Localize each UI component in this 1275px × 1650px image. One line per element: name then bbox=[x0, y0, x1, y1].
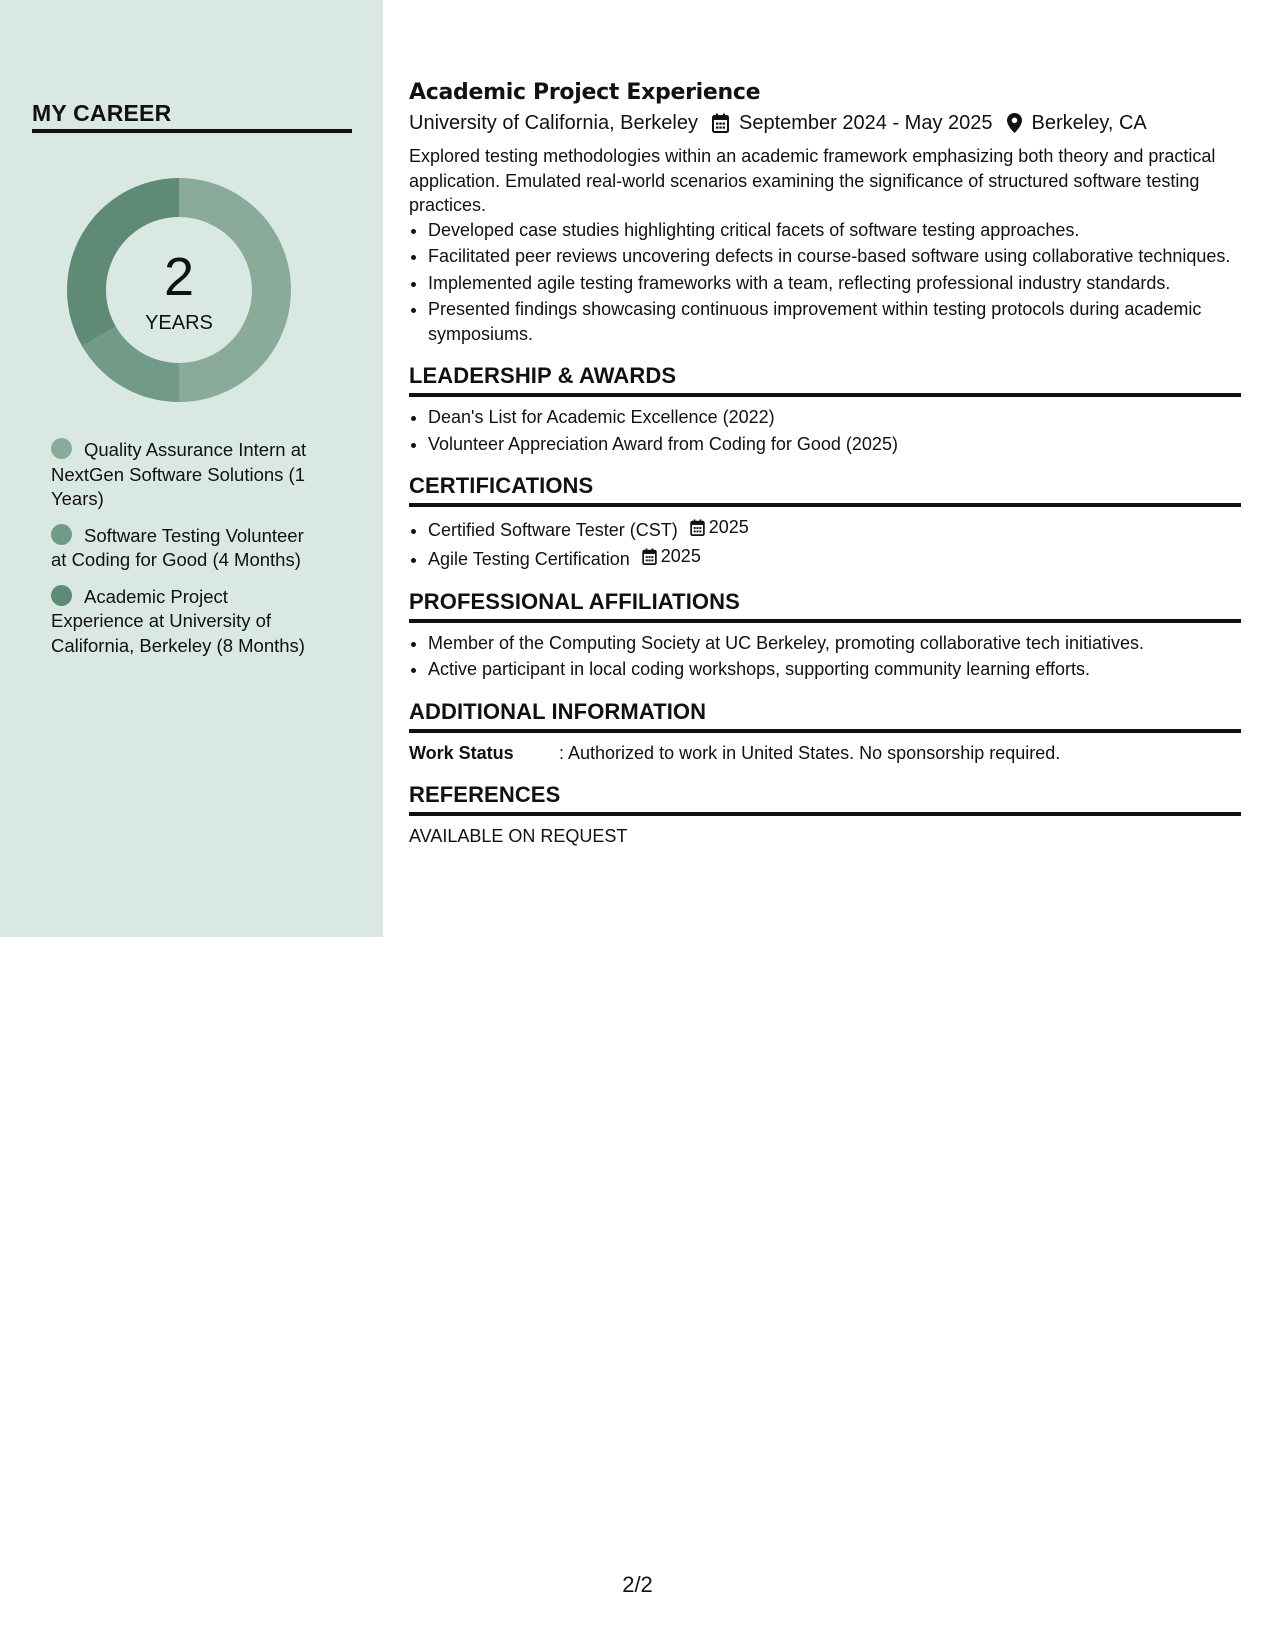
section-rule bbox=[409, 503, 1241, 507]
list-item: • Presented findings showcasing continuous improvement within testing protocols during academic symposiums. bbox=[428, 297, 1241, 346]
job-dates: September 2024 - May 2025 bbox=[739, 112, 993, 134]
career-item bbox=[51, 524, 321, 573]
cert-name: Agile Testing Certification bbox=[428, 549, 630, 569]
leadership-list bbox=[409, 405, 1241, 456]
leadership-section bbox=[409, 362, 1241, 456]
section-rule bbox=[409, 619, 1241, 623]
cert-year: 2025 bbox=[660, 546, 701, 567]
job-location: Berkeley, CA bbox=[1031, 112, 1147, 134]
cert-name: Certified Software Tester (CST) bbox=[428, 519, 678, 540]
resume-main bbox=[409, 78, 1241, 848]
job-bullets bbox=[409, 218, 1241, 347]
job-meta bbox=[409, 108, 1241, 138]
section-rule bbox=[409, 729, 1241, 733]
list-item: • Dean's List for Academic Excellence (2022) bbox=[428, 405, 1241, 430]
additional-section bbox=[409, 698, 1241, 765]
career-dot-1 bbox=[51, 524, 72, 545]
section-rule bbox=[409, 812, 1241, 816]
references-text: AVAILABLE ON REQUEST bbox=[409, 825, 628, 846]
career-item-text: Quality Assurance Intern at NextGen Software Solutions (1 Years) bbox=[51, 439, 307, 509]
certifications-list bbox=[409, 515, 1241, 572]
section-rule bbox=[409, 393, 1241, 397]
section-title: PROFESSIONAL AFFILIATIONS bbox=[409, 588, 740, 614]
career-years-number: 2 bbox=[163, 247, 195, 307]
career-item-text: Software Testing Volunteer at Coding for Good (4 Months) bbox=[51, 524, 304, 570]
list-item: • Developed case studies highlighting critical facets of software testing approaches. bbox=[428, 218, 1241, 243]
calendar-icon bbox=[642, 548, 657, 565]
section-title: LEADERSHIP & AWARDS bbox=[409, 363, 677, 388]
list-item bbox=[428, 515, 1241, 542]
list-item: • Member of the Computing Society at UC Berkeley, promoting collaborative tech initiatives. bbox=[428, 631, 1241, 656]
list-item: • Volunteer Appreciation Award from Coding for Good (2025) bbox=[428, 432, 1241, 457]
career-dot-0 bbox=[51, 438, 72, 459]
references-section bbox=[409, 781, 1241, 848]
cert-date bbox=[690, 515, 749, 540]
list-item bbox=[428, 544, 1241, 571]
section-title: CERTIFICATIONS bbox=[409, 473, 594, 498]
career-title-rule bbox=[32, 129, 352, 133]
work-status-value: : Authorized to work in United States. No sponsorship required. bbox=[559, 742, 1061, 763]
list-item: • Active participant in local coding workshops, supporting community learning efforts. bbox=[428, 657, 1241, 682]
affiliations-list bbox=[409, 631, 1241, 682]
job-title: Academic Project Experience bbox=[409, 80, 761, 105]
work-status-label: Work Status bbox=[409, 742, 514, 763]
section-title: REFERENCES bbox=[409, 781, 561, 807]
cert-date bbox=[642, 544, 701, 569]
page-number: 2/2 bbox=[622, 1572, 653, 1597]
map-pin-icon bbox=[1007, 113, 1022, 133]
section-title: ADDITIONAL INFORMATION bbox=[409, 698, 707, 724]
calendar-icon bbox=[690, 519, 705, 536]
career-years-unit: YEARS bbox=[145, 312, 213, 334]
list-item: • Facilitated peer reviews uncovering defects in course-based software using collaborative techniques. bbox=[428, 244, 1241, 269]
list-item: • Implemented agile testing frameworks with a team, reflecting professional industry standards. bbox=[428, 271, 1241, 296]
career-item bbox=[51, 438, 321, 512]
work-status-row bbox=[409, 741, 1241, 765]
career-title: MY CAREER bbox=[32, 100, 172, 126]
career-item-text: Academic Project Experience at University of California, Berkeley (8 Months) bbox=[51, 585, 305, 656]
experience-entry bbox=[409, 78, 1241, 346]
affiliations-section bbox=[409, 588, 1241, 682]
job-description: Explored testing methodologies within an academic framework emphasizing both theory and practical application. Emulated real-world scenarios examining the significance of structured software testing practices. bbox=[409, 146, 1216, 215]
career-dot-2 bbox=[51, 585, 72, 606]
career-sidebar bbox=[0, 0, 383, 937]
career-item bbox=[51, 585, 321, 659]
donut-slice-1 bbox=[82, 327, 179, 403]
career-donut-chart bbox=[67, 178, 291, 402]
calendar-icon bbox=[712, 113, 729, 133]
certifications-section bbox=[409, 472, 1241, 572]
job-organization: University of California, Berkeley bbox=[409, 112, 698, 134]
career-list bbox=[51, 438, 321, 670]
cert-year: 2025 bbox=[708, 517, 749, 537]
